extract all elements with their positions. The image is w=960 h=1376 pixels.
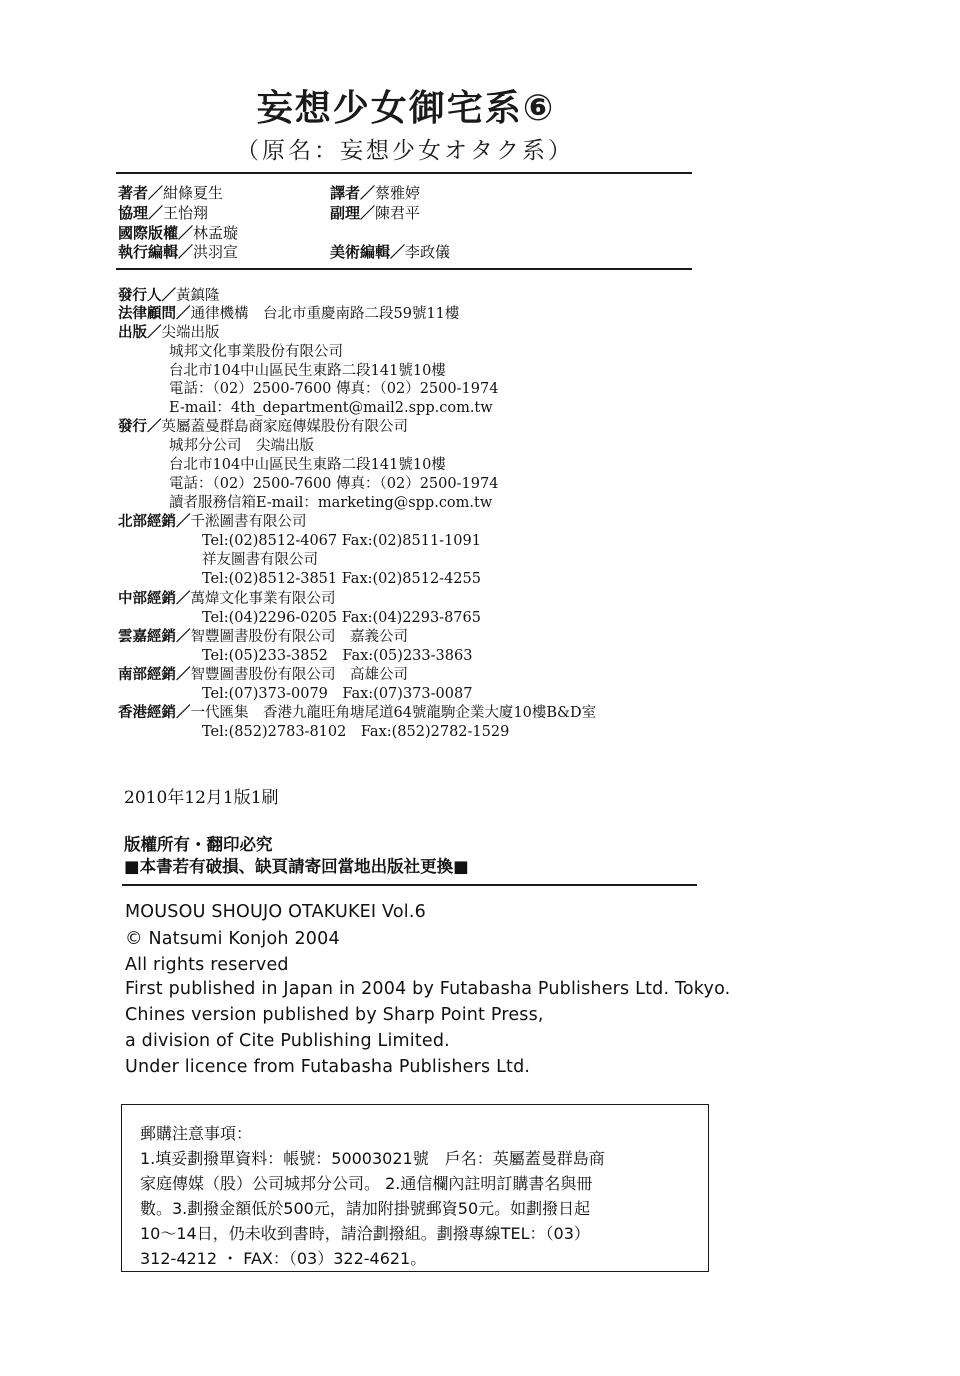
publish-line: 電話：（02）2500-7600 傳真：（02）2500-1974 (169, 381, 499, 397)
central-row (118, 590, 336, 609)
issuer-row (118, 287, 220, 306)
pub-value: 英屬蓋曼群島商家庭傳媒股份有限公司 (161, 419, 408, 435)
credit-value: 李政儀 (405, 243, 451, 261)
credit-label: 譯者／ (330, 184, 376, 202)
english-line: First published in Japan in 2004 by Futabasha Publishers Ltd. Tokyo. (125, 979, 731, 999)
distribute-line: 台北市104中山區民生東路二段141號10樓 (169, 457, 446, 473)
mail-order-line: 10～14日，仍未收到書時，請洽劃撥組。劃撥專線TEL：（03） (140, 1224, 590, 1243)
rights-reserved: 版權所有・翻印必究 (124, 835, 273, 854)
pub-label: 雲嘉經銷／ (118, 629, 191, 645)
pub-label: 發行人／ (118, 288, 176, 304)
english-line: Chines version published by Sharp Point Press, (125, 1005, 544, 1025)
credit-label: 副理／ (330, 204, 376, 222)
south-line: Tel:(07)373-0079 Fax:(07)373-0087 (202, 686, 473, 702)
north-line: 祥友圖書有限公司 (202, 552, 318, 568)
distribute-line: 讀者服務信箱E-mail：marketing@spp.com.tw (169, 495, 493, 511)
credit-editor (118, 243, 238, 262)
pub-value: 千淞圖書有限公司 (190, 514, 307, 530)
original-title: （原名：妄想少女オタク系） (236, 138, 574, 164)
credit-art-editor (330, 243, 450, 262)
credit-rights (118, 224, 238, 243)
north-line: Tel:(02)8512-4067 Fax:(02)8511-1091 (202, 533, 481, 549)
english-line: © Natsumi Konjoh 2004 (125, 929, 340, 949)
credit-value: 紺條夏生 (163, 184, 224, 202)
pub-label: 南部經銷／ (118, 667, 191, 683)
north-row (118, 513, 307, 532)
credit-label: 國際版權／ (118, 224, 194, 242)
english-line: a division of Cite Publishing Limited. (125, 1031, 450, 1051)
edition-date: 2010年12月1版1刷 (124, 788, 279, 808)
pub-value: 尖端出版 (161, 325, 220, 341)
distribute-line: 電話：（02）2500-7600 傳真：（02）2500-1974 (169, 476, 499, 492)
book-title: 妄想少女御宅系⑥ (256, 88, 556, 129)
mail-order-line: 家庭傳媒（股）公司城邦分公司。 2.通信欄內註明訂購書名與冊 (140, 1174, 593, 1193)
mail-order-line: 1.填妥劃撥單資料：帳號：50003021號 戶名：英屬蓋曼群島商 (140, 1149, 605, 1168)
pub-label: 法律顧問／ (118, 306, 191, 322)
pub-label: 中部經銷／ (118, 591, 191, 607)
pub-label: 發行／ (118, 419, 162, 435)
pub-value: 黃鎮隆 (176, 288, 220, 304)
pub-value: 萬煒文化事業有限公司 (190, 591, 336, 607)
english-line: All rights reserved (125, 955, 289, 975)
credit-value: 林孟璇 (193, 224, 239, 242)
pub-label: 北部經銷／ (118, 514, 191, 530)
pub-value: 通律機構 台北市重慶南路二段59號11樓 (190, 306, 460, 322)
north-line: Tel:(02)8512-3851 Fax:(02)8512-4255 (202, 571, 481, 587)
central-line: Tel:(04)2296-0205 Fax:(04)2293-8765 (202, 610, 481, 626)
credit-assistant (118, 204, 208, 223)
south-row (118, 666, 408, 685)
chiayi-line: Tel:(05)233-3852 Fax:(05)233-3863 (202, 648, 473, 664)
chiayi-row (118, 628, 408, 647)
distribute-row (118, 418, 408, 437)
publish-line: 台北市104中山區民生東路二段141號10樓 (169, 363, 446, 379)
english-line: Under licence from Futabasha Publishers Ltd. (125, 1057, 531, 1077)
pub-value: 智豐圖書股份有限公司 高雄公司 (190, 667, 408, 683)
publish-row (118, 324, 220, 343)
pub-label: 香港經銷／ (118, 705, 191, 721)
credit-translator (330, 184, 420, 203)
credit-value: 王怡翔 (163, 204, 209, 222)
credit-label: 美術編輯／ (330, 243, 406, 261)
legal-row (118, 305, 459, 324)
credit-value: 陳君平 (375, 204, 421, 222)
hk-row (118, 704, 596, 723)
damage-notice: ■本書若有破損、缺頁請寄回當地出版社更換■ (124, 857, 469, 876)
credit-label: 著者／ (118, 184, 164, 202)
credit-label: 協理／ (118, 204, 164, 222)
pub-label: 出版／ (118, 325, 162, 341)
divider-credits (116, 268, 692, 270)
credit-value: 蔡雅婷 (375, 184, 421, 202)
mail-order-line: 數。3.劃撥金額低於500元，請加附掛號郵資50元。如劃撥日起 (140, 1199, 591, 1218)
publish-line: E-mail：4th_department@mail2.spp.com.tw (169, 400, 493, 416)
credit-label: 執行編輯／ (118, 243, 194, 261)
pub-value: 一代匯集 香港九龍旺角塘尾道64號龍駒企業大廈10樓B&D室 (190, 705, 597, 721)
divider-rights (122, 884, 697, 886)
mail-order-line: 312-4212 ・ FAX：（03）322-4621。 (140, 1249, 427, 1268)
divider-top (116, 172, 692, 174)
publish-line: 城邦文化事業股份有限公司 (169, 344, 343, 360)
hk-line: Tel:(852)2783-8102 Fax:(852)2782-1529 (202, 724, 510, 740)
credit-value: 洪羽宣 (193, 243, 239, 261)
english-line: MOUSOU SHOUJO OTAKUKEI Vol.6 (125, 902, 426, 922)
credit-author (118, 184, 223, 203)
distribute-line: 城邦分公司 尖端出版 (169, 438, 314, 454)
pub-value: 智豐圖書股份有限公司 嘉義公司 (190, 629, 408, 645)
mail-order-box (121, 1104, 709, 1272)
mail-order-heading: 郵購注意事項： (140, 1124, 253, 1143)
credit-deputy (330, 204, 420, 223)
